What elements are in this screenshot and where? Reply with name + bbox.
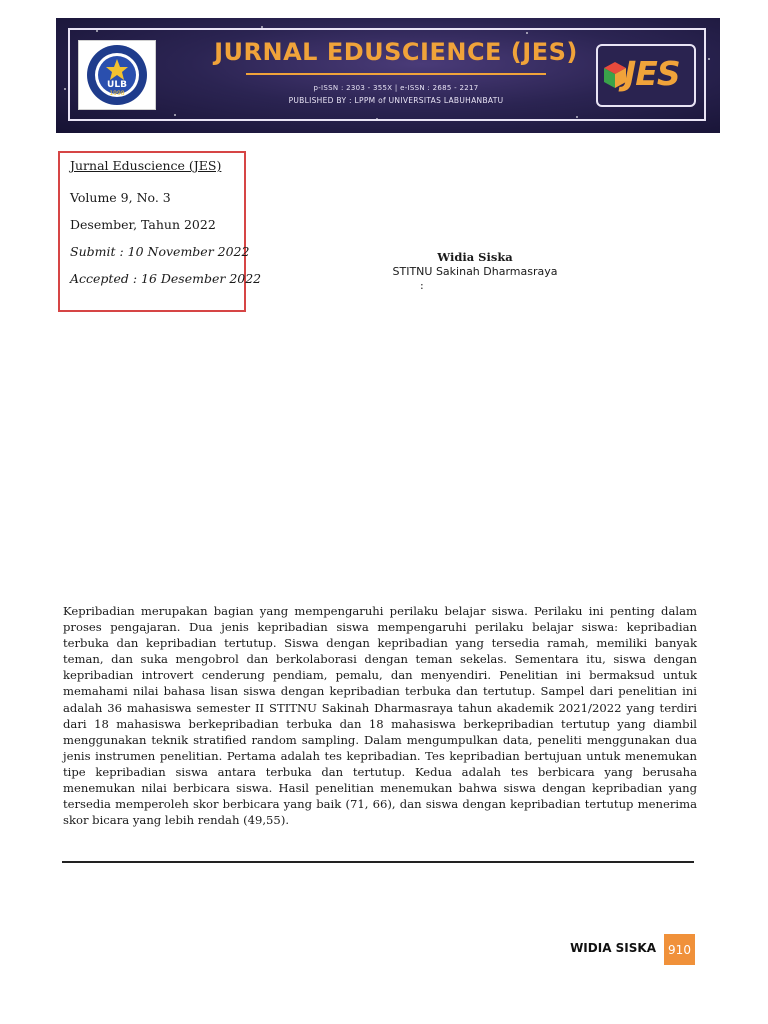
accepted-date: Accepted : 16 Desember 2022 [70,271,262,286]
author-name: Widia Siska [437,250,513,264]
issue-date: Desember, Tahun 2022 [70,217,216,232]
journal-banner [56,18,720,133]
journal-title: JURNAL EDUSCIENCE (JES) [214,38,578,66]
author-email-colon: : [420,279,424,292]
article-info-box [58,151,262,312]
publisher-line: PUBLISHED BY : LPPM of UNIVERSITAS LABUHANBATU [288,96,504,105]
jes-logo-text: JES [624,54,680,93]
logo-ulb-text: ULB [107,80,127,90]
section-divider [62,861,694,863]
title-underline [246,73,546,75]
abstract-paragraph: Kepribadian merupakan bagian yang mempengaruhi perilaku belajar siswa. Perilaku ini penting dalam proses pengajaran. Dua jenis kepribadian siswa mempengaruhi perilaku belajar siswa: kepribadian terbuka dan kepribadian tertutup. Siswa dengan kepribadian yang tersedia ramah, memiliki banyak teman, dan suka mengobrol dan berkolaborasi dengan teman sekelas. Sementara itu, siswa dengan kepribadian introvert cenderung pendiam, pemalu, dan menyendiri. Penelitian ini bermaksud untuk memahami nilai bahasa lisan siswa dengan kepribadian terbuka dan tertutup. Sampel dari penelitian ini adalah 36 mahasiswa semester II STITNU Sakinah Dharmasraya tahun akademik 2021/2022 yang terdiri dari 18 mahasiswa berkepribadian terbuka dan 18 mahasiswa berkepribadian tertutup yang diambil menggunakan teknik stratified random sampling. Dalam mengumpulkan data, peneliti menggunakan dua jenis instrumen penelitian. Pertama adalah tes kepribadian. Tes kepribadian bertujuan untuk menemukan tipe kepribadian siswa antara terbuka dan tertutup. Kedua adalah tes berbicara yang berusaha menemukan nilai berbicara siswa. Hasil penelitian menemukan bahwa siswa dengan kepribadian yang tersedia memperoleh skor berbicara yang baik (71, 66), dan siswa dengan kepribadian tertutup menerima skor bicara yang lebih rendah (49,55). [63,604,697,828]
journal-name: Jurnal Eduscience (JES) [70,158,222,173]
jes-logo [596,44,696,107]
submit-date: Submit : 10 November 2022 [70,244,250,259]
footer-author: WIDIA SISKA [570,941,656,955]
issn-line: p-ISSN : 2303 - 355X | e-ISSN : 2685 - 2217 [313,84,479,92]
university-seal-icon [84,43,150,107]
volume-number: Volume 9, No. 3 [70,190,171,205]
logo-ulb-year: 1998 [109,90,125,97]
banner-star [64,88,66,90]
page-number-badge: 910 [664,934,695,965]
university-logo [78,40,156,110]
author-affiliation: STITNU Sakinah Dharmasraya [392,265,558,278]
banner-star [708,58,710,60]
